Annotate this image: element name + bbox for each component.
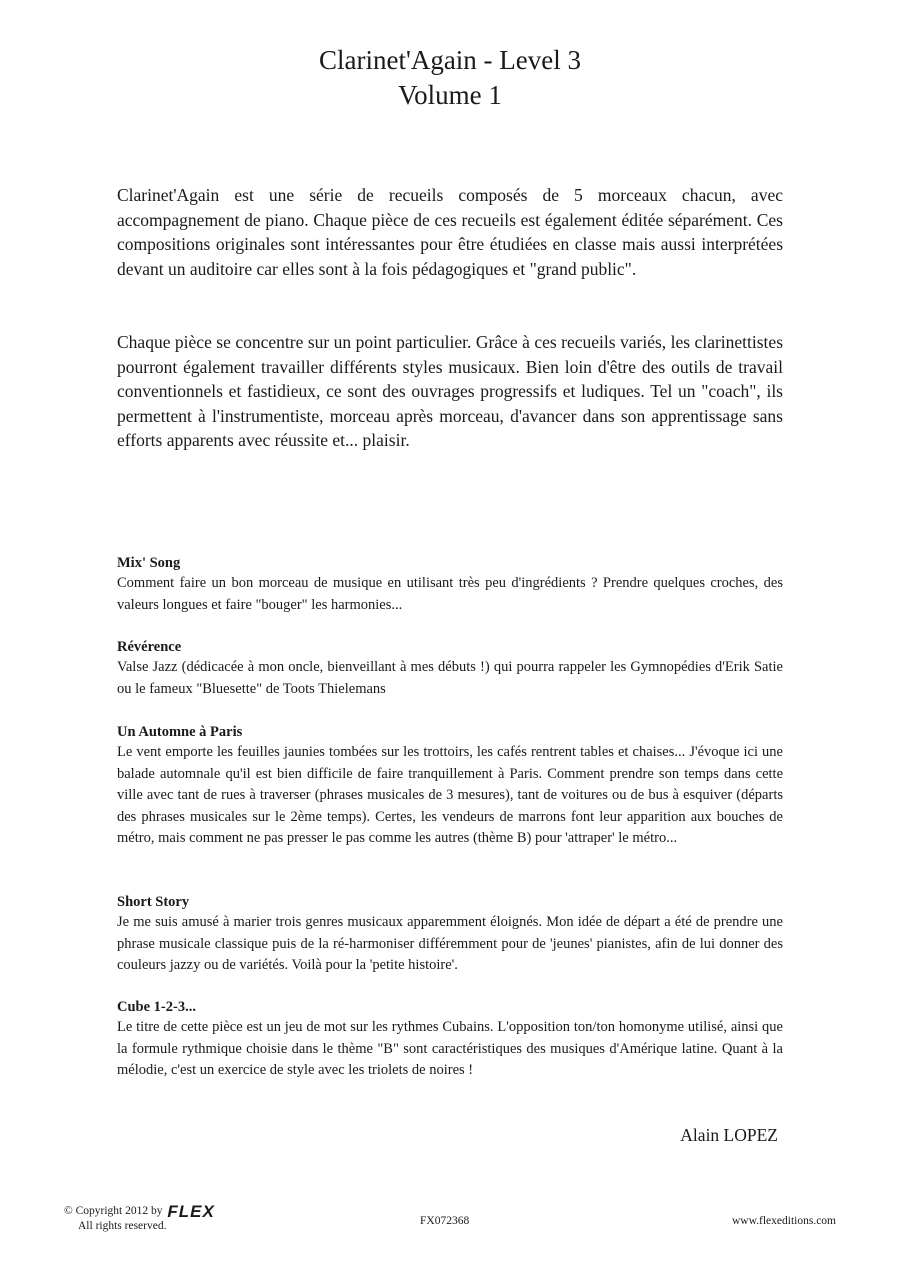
document-title: Clarinet'Again - Level 3 [318, 45, 582, 75]
document-subtitle: Volume 1 [398, 80, 502, 110]
piece-title: Cube 1-2-3... [117, 999, 196, 1015]
piece-title: Mix' Song [117, 555, 181, 571]
rights-text: All rights reserved. [78, 1220, 167, 1233]
piece-description: Valse Jazz (dédicacée à mon oncle, bienveillant à mes débuts !) qui pourra rappeler les Gymnopédies d'Erik Satie ou le fameux "Bluesette" de Toots Thielemans [117, 659, 783, 697]
piece-mix-song [117, 553, 783, 616]
piece-title: Révérence [117, 639, 182, 655]
footer-copyright [64, 1204, 215, 1234]
catalog-code: FX072368 [420, 1215, 470, 1227]
piece-description: Le vent emporte les feuilles jaunies tombées sur les trottoirs, les cafés rentrent tables et chaises... J'évoque ici une balade automnale qu'il est bien difficile de faire tranquillement à Paris. Comment prendre son temps dans cette ville avec tant de rues à traverser (phrases musicales de 3 mesures), tant de voitures ou de bus à esquiver (départs des phrases musicales sur le 2ème temps). Certes, les vendeurs de marrons font leur apparition aux bouches de métro, mais comment ne pas presser le pas comme les autres (thème B) pour 'attraper' le métro... [117, 744, 783, 846]
piece-un-automne-a-paris [117, 722, 783, 850]
piece-title: Un Automne à Paris [117, 724, 243, 740]
piece-description: Comment faire un bon morceau de musique en utilisant très peu d'ingrédients ? Prendre quelques croches, des valeurs longues et faire "bouger" les harmonies... [117, 575, 783, 613]
flex-logo: FLEX [167, 1202, 215, 1221]
piece-short-story [117, 892, 783, 977]
website-url: www.flexeditions.com [731, 1215, 836, 1227]
piece-title: Short Story [117, 894, 190, 910]
intro-paragraph-2: Chaque pièce se concentre sur un point particulier. Grâce à ces recueils variés, les clarinettistes pourront également travailler différents styles musicaux. Bien loin d'être des outils de travail conventionnels et fastidieux, ce sont des ouvrages progressifs et ludiques. Tel un "coach", ils permettent à l'instrumentiste, morceau après morceau, d'avancer dans son apprentissage sans efforts apparents avec réussite et... plaisir. [117, 332, 783, 450]
copyright-text: © Copyright 2012 by [64, 1205, 163, 1218]
author-signature: Alain LOPEZ [680, 1125, 778, 1145]
intro-paragraph-1: Clarinet'Again est une série de recueils composés de 5 morceaux chacun, avec accompagnement de piano. Chaque pièce de ces recueils est également éditée séparément. Ces compositions originales sont intéressantes pour être étudiées en classe mais aussi interprétées devant un auditoire car elles sont à la fois pédagogiques et "grand public". [117, 185, 783, 279]
piece-description: Je me suis amusé à marier trois genres musicaux apparemment éloignés. Mon idée de départ a été de prendre une phrase musicale classique puis de la ré-harmoniser différemment pour de 'jeunes' pianistes, afin de lui donner des couleurs jazzy ou de variétés. Voilà pour la 'petite histoire'. [117, 914, 783, 973]
piece-description: Le titre de cette pièce est un jeu de mot sur les rythmes Cubains. L'opposition ton/ton homonyme utilisé, ainsi que la formule rythmique choisie dans le thème "B" sont caractéristiques des musiques d'Amérique latine. Quant à la mélodie, c'est un exercice de style avec les triolets de noires ! [117, 1019, 783, 1078]
piece-cube-1-2-3 [117, 997, 783, 1082]
piece-reverence [117, 637, 783, 700]
